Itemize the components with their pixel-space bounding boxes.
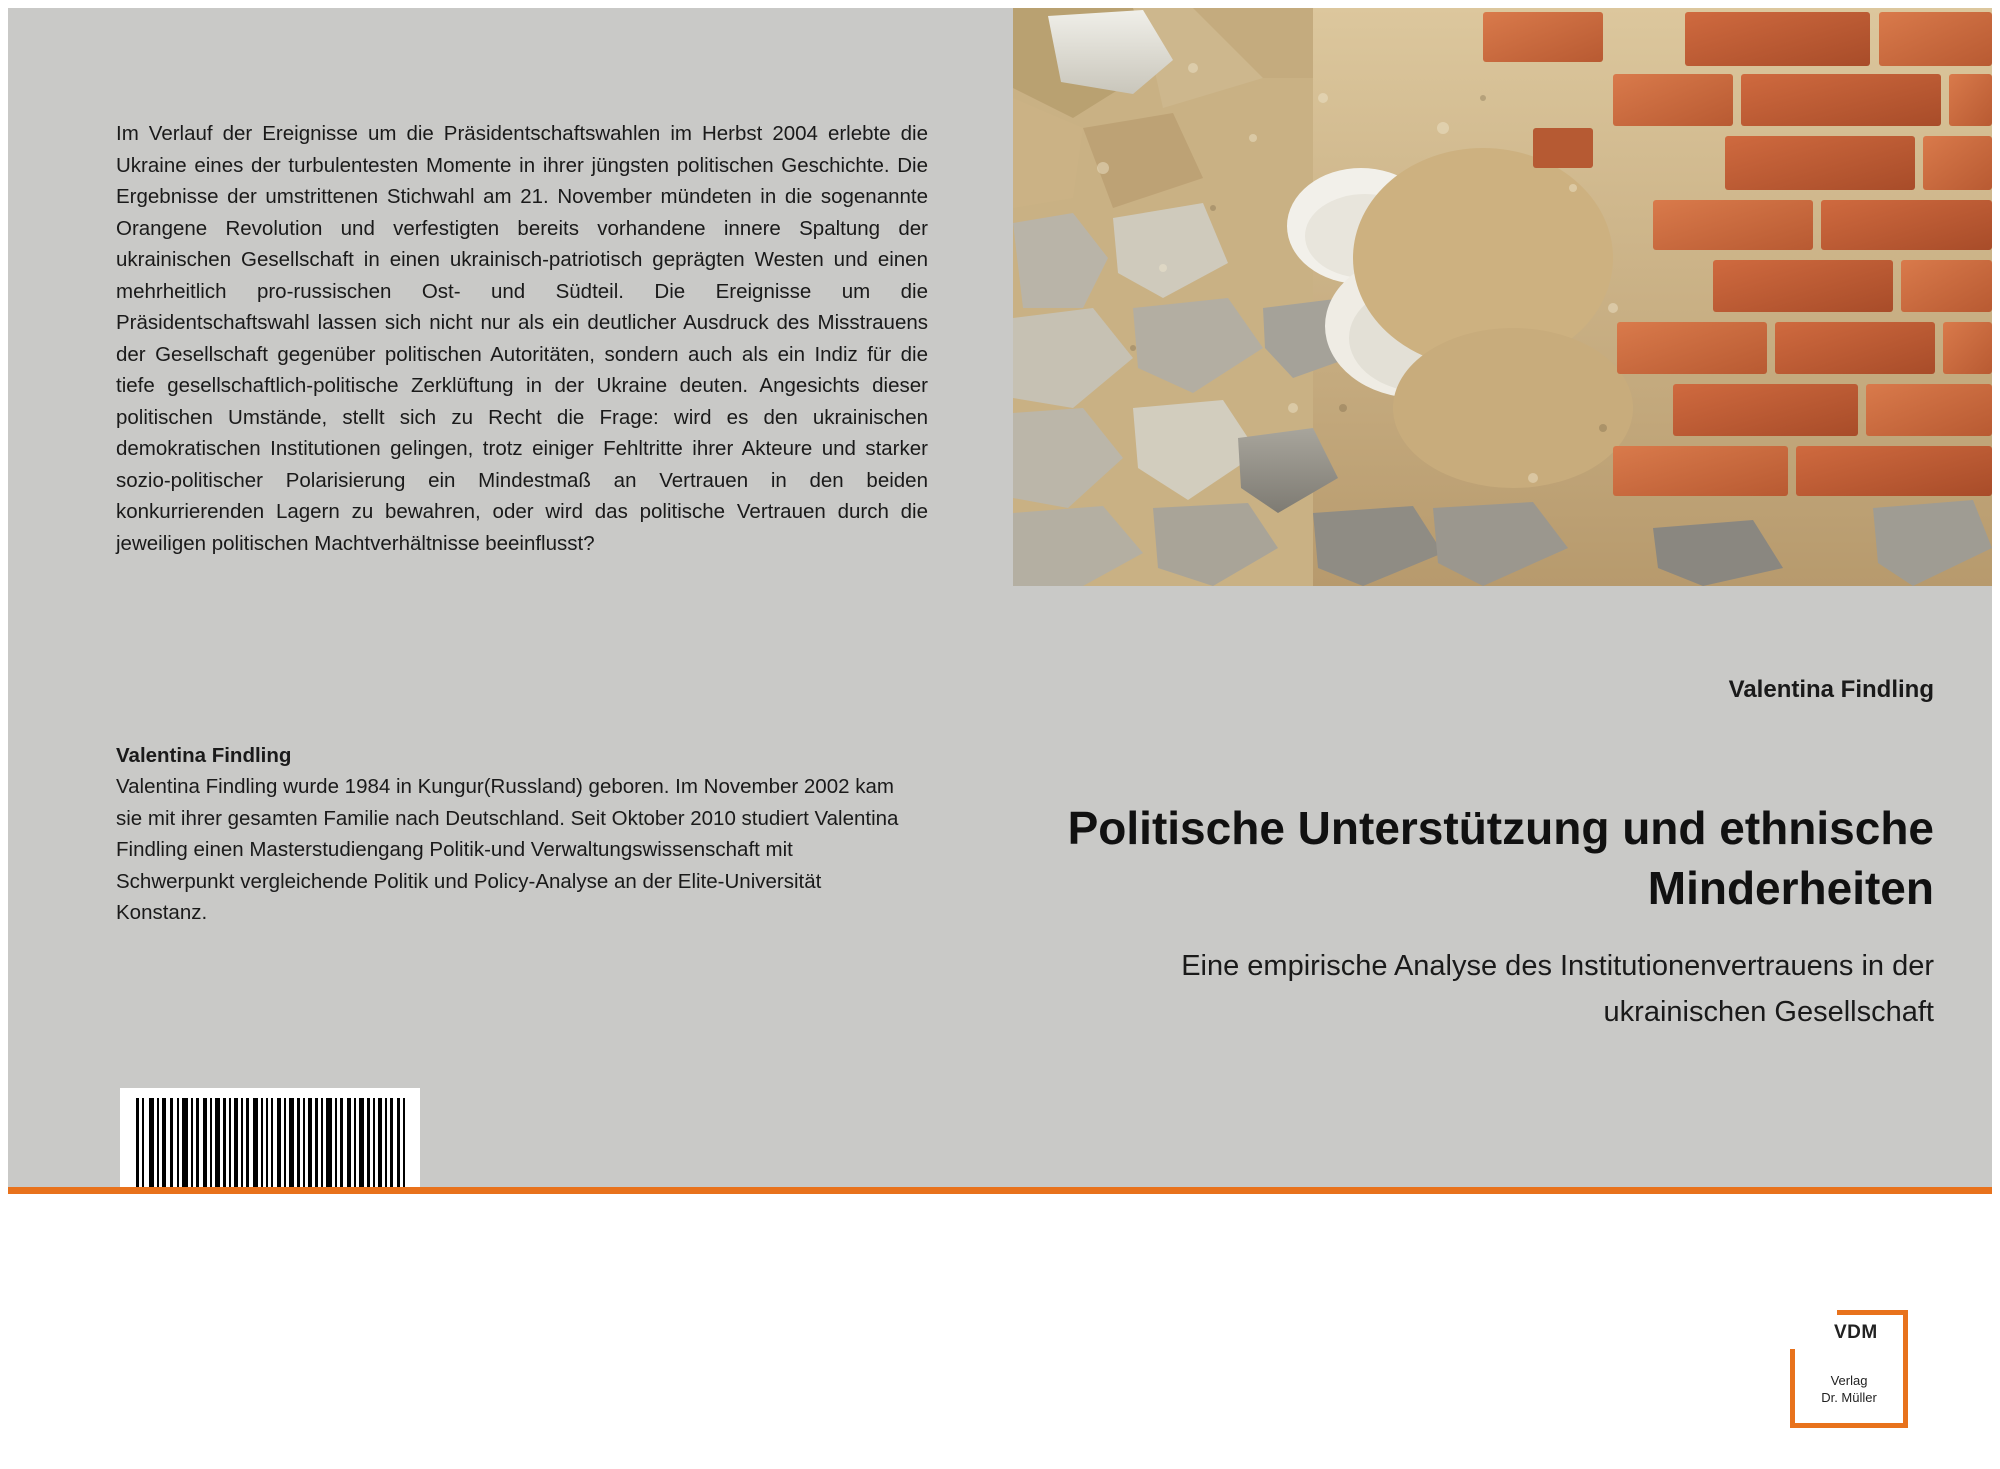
publisher-imprint-line1: Verlag <box>1830 1373 1868 1388</box>
publisher-imprint-line2: Dr. Müller <box>1821 1390 1877 1405</box>
cover-photo <box>1013 8 1992 586</box>
publisher-imprint <box>1790 1372 1908 1406</box>
author-bio-text: Valentina Findling wurde 1984 in Kungur(Russland) geboren. Im November 2002 kam sie mit ihrer gesamten Familie nach Deutschland. Seit Oktober 2010 studiert Valentina Findling einen Masterstudiengang Politik-und Verwaltungswissenschaft mit Schwerpunkt vergleichende Politik und Policy-Analyse an der Elite-Universität Konstanz. <box>116 775 899 924</box>
stone-and-brick-wall-photo <box>1013 8 1992 586</box>
logo-notch-icon <box>1785 1305 1837 1349</box>
author-bio-name: Valentina Findling <box>116 744 292 767</box>
front-cover <box>1013 8 1992 1187</box>
bottom-white-band <box>8 1194 1992 1461</box>
page-margin-top <box>0 0 2000 8</box>
front-cover-subtitle: Eine empirische Analyse des Institutionenvertrauens in der ukrainischen Gesellschaft <box>1181 950 1934 1028</box>
back-cover <box>8 8 1013 1187</box>
back-cover-blurb: Im Verlauf der Ereignisse um die Präsidentschaftswahlen im Herbst 2004 erlebte die Ukraine eines der turbulentesten Momente in ihrer jüngsten politischen Geschichte. Die Ergebnisse der umstrittenen Stichwahl am 21. November mündeten in die sogenannte Orangene Revolution und verfestigten bereits vorhandene innere Spaltung der ukrainischen Gesellschaft in einen ukrainisch-patriotisch geprägten Westen und einen mehrheitlich pro-russischen Ost- und Südteil. Die Ereignisse um die Präsidentschaftswahl lassen sich nicht nur als ein deutlicher Ausdruck des Misstrauens der Gesellschaft gegenüber politischen Autoritäten, sondern auch als ein Indiz für die tiefe gesellschaftlich-politische Zerklüftung in der Ukraine deuten. Angesichts dieser politischen Umstände, stellt sich zu Recht die Frage: wird es den ukrainischen demokratischen Institutionen gelingen, trotz einiger Fehltritte ihrer Akteure und starker sozio-politischer Polarisierung ein Mindestmaß an Vertrauen in den beiden konkurrierenden Lagern zu bewahren, oder wird das politische Vertrauen durch die jeweiligen politischen Machtverhältnisse beeinflusst? <box>116 122 928 555</box>
orange-divider-rule <box>8 1187 1992 1194</box>
publisher-name: VDM <box>1834 1322 1878 1343</box>
front-cover-title: Politische Unterstützung und ethnische Minderheiten <box>1067 802 1934 914</box>
publisher-logo <box>1790 1310 1908 1428</box>
front-cover-author: Valentina Findling <box>1728 676 1934 703</box>
